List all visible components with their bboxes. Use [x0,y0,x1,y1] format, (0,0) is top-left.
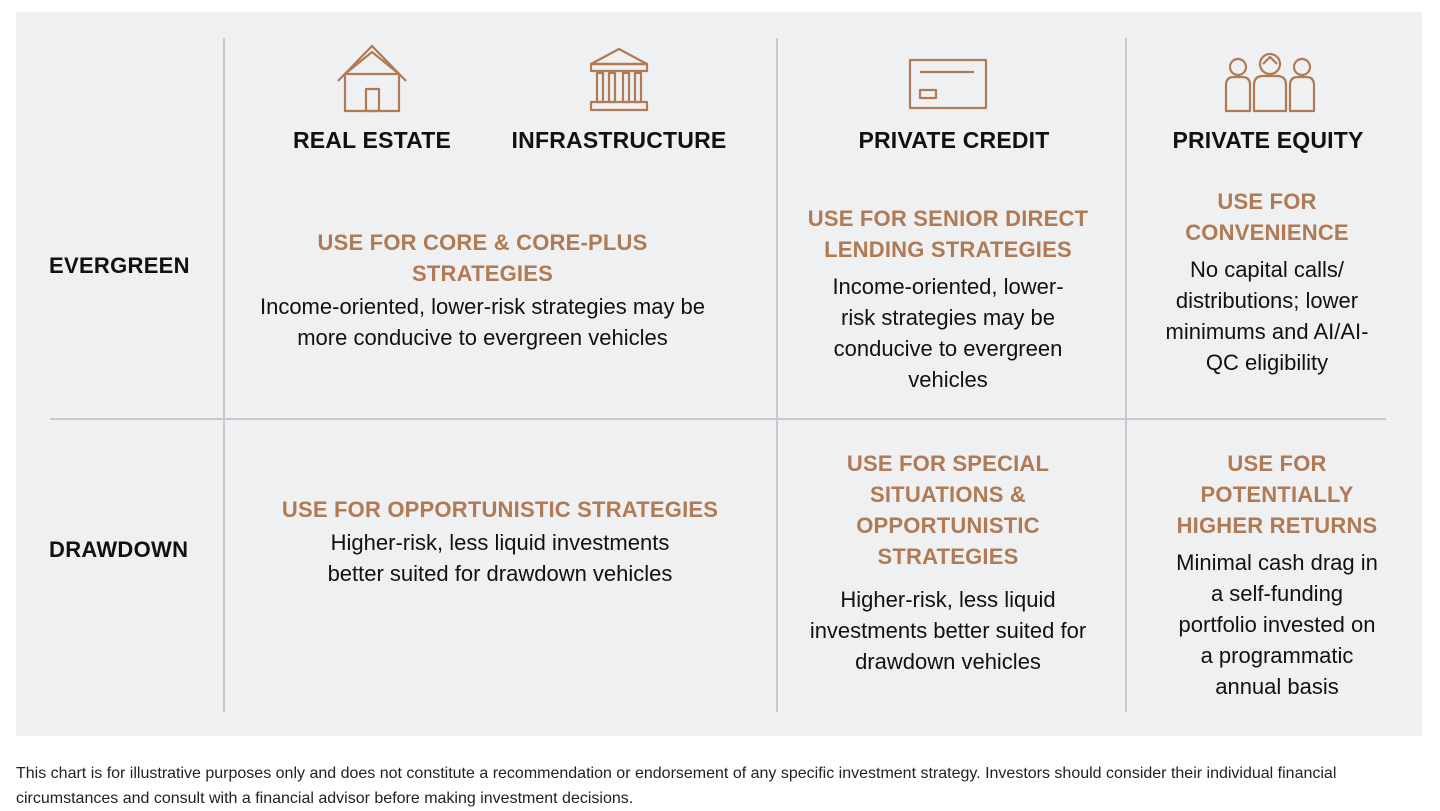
columned-building-icon [588,46,650,112]
column-header-private-credit: PRIVATE CREDIT [858,127,1050,153]
strategy-description: Income-oriented, lower-risk strategies may be more conducive to evergreen vehicles [259,294,706,350]
evergreen-real-assets-cell [250,227,715,353]
column-divider [776,38,778,712]
column-header-private-equity: PRIVATE EQUITY [1172,127,1364,153]
group-of-people-icon [1224,51,1316,113]
strategy-description: Higher-risk, less liquid investments better suited for drawdown vehicles [327,530,673,586]
strategy-description: Higher-risk, less liquid investments better suited for drawdown vehicles [809,587,1087,674]
strategy-description: No capital calls/ distributions; lower minimums and AI/AI-QC eligibility [1165,257,1369,375]
row-label-drawdown: DRAWDOWN [49,537,189,562]
strategy-description: Minimal cash drag in a self-funding portfolio invested on a programmatic annual basis [1176,550,1378,699]
credit-card-icon [908,58,988,110]
row-divider [50,418,1386,420]
column-header-real-estate: REAL ESTATE [292,127,452,153]
row-label-evergreen: EVERGREEN [49,253,190,278]
house-icon [336,43,408,113]
drawdown-private-equity-cell [1162,448,1392,702]
drawdown-real-assets-cell [270,494,730,589]
strategy-heading: USE FOR CORE & CORE-PLUS STRATEGIES [317,230,648,286]
strategy-heading: USE FOR SENIOR DIRECT LENDING STRATEGIES [807,206,1089,262]
strategy-heading: USE FOR OPPORTUNISTIC STRATEGIES [281,497,719,522]
disclaimer-footnote: This chart is for illustrative purposes only and does not constitute a recommendation or endorsement of any specific investment strategy. Investors should consider their individual financial circumstances and consult with a financial advisor before making investment decisions. [16,765,1337,807]
drawdown-private-credit-cell [803,448,1093,677]
strategy-description: Income-oriented, lower-risk strategies may be conducive to evergreen vehicles [832,274,1064,392]
column-divider [223,38,225,712]
strategy-heading: USE FOR CONVENIENCE [1185,189,1349,245]
evergreen-private-equity-cell [1152,186,1382,378]
evergreen-private-credit-cell [803,203,1093,395]
strategy-heading: USE FOR POTENTIALLY HIGHER RETURNS [1176,451,1378,538]
column-header-infrastructure: INFRASTRUCTURE [511,127,727,153]
column-divider [1125,38,1127,712]
strategy-heading: USE FOR SPECIAL SITUATIONS & OPPORTUNISTIC STRATEGIES [846,451,1050,569]
